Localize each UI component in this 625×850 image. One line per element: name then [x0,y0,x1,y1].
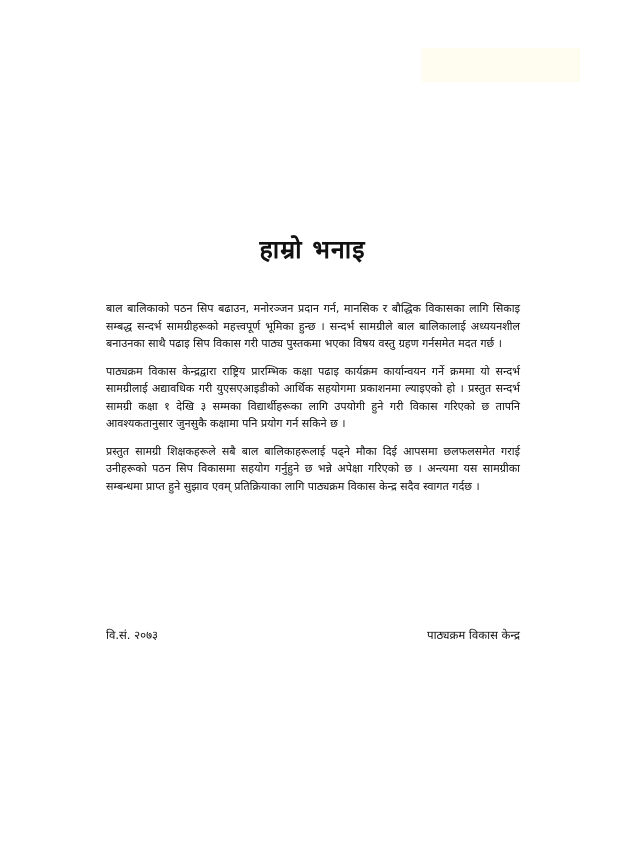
body-text [106,300,520,505]
footer [106,628,520,648]
paragraph-2: पाठ्यक्रम विकास केन्द्रद्वारा राष्ट्रिय प्रारम्भिक कक्षा पढाइ कार्यक्रम कार्यान्वयन गर्ने क्रममा यो सन्दर्भ सामग्रीलाई अद्यावधिक गरी युएसएआइडीको आर्थिक सहयोगमा प्रकाशनमा ल्याइएको हो । प्रस्तुत सन्दर्भ सामग्री कक्षा १ देखि ३ सम्मका विद्यार्थीहरूका लागि उपयोगी हुने गरी विकास गरिएको छ तापनि आवश्यकतानुसार जुनसुकै कक्षामा पनि प्रयोग गर्न सकिने छ । [106,364,520,430]
footer-date: वि.सं. २०७३ [106,628,159,642]
paragraph-3: प्रस्तुत सामग्री शिक्षकहरूले सबै बाल बालिकाहरूलाई पढ्ने मौका दिई आपसमा छलफलसमेत गराई उनीहरूको पठन सिप विकासमा सहयोग गर्नुहुने छ भन्ने अपेक्षा गरिएको छ । अन्त्यमा यस सामग्रीका सम्बन्धमा प्राप्त हुने सुझाव एवम् प्रतिक्रियाका लागि पाठ्यक्रम विकास केन्द्र सदैव स्वागत गर्दछ । [106,444,520,493]
paragraph-1: बाल बालिकाको पठन सिप बढाउन, मनोरञ्जन प्रदान गर्न, मानसिक र बौद्धिक विकासका लागि सिकाइ सम्बद्ध सन्दर्भ सामग्रीहरूको महत्त्वपूर्ण भूमिका हुन्छ । सन्दर्भ सामग्रीले बाल बालिकालाई अध्ययनशील बनाउनका साथै पढाइ सिप विकास गरी पाठ्य पुस्तकमा भएका विषय वस्तु ग्रहण गर्नसमेत मदत गर्छ । [106,302,520,350]
page-title: हाम्रो भनाइ [259,235,366,264]
footer-organization: पाठ्यक्रम विकास केन्द्र [427,628,520,642]
highlight-box [422,48,580,82]
